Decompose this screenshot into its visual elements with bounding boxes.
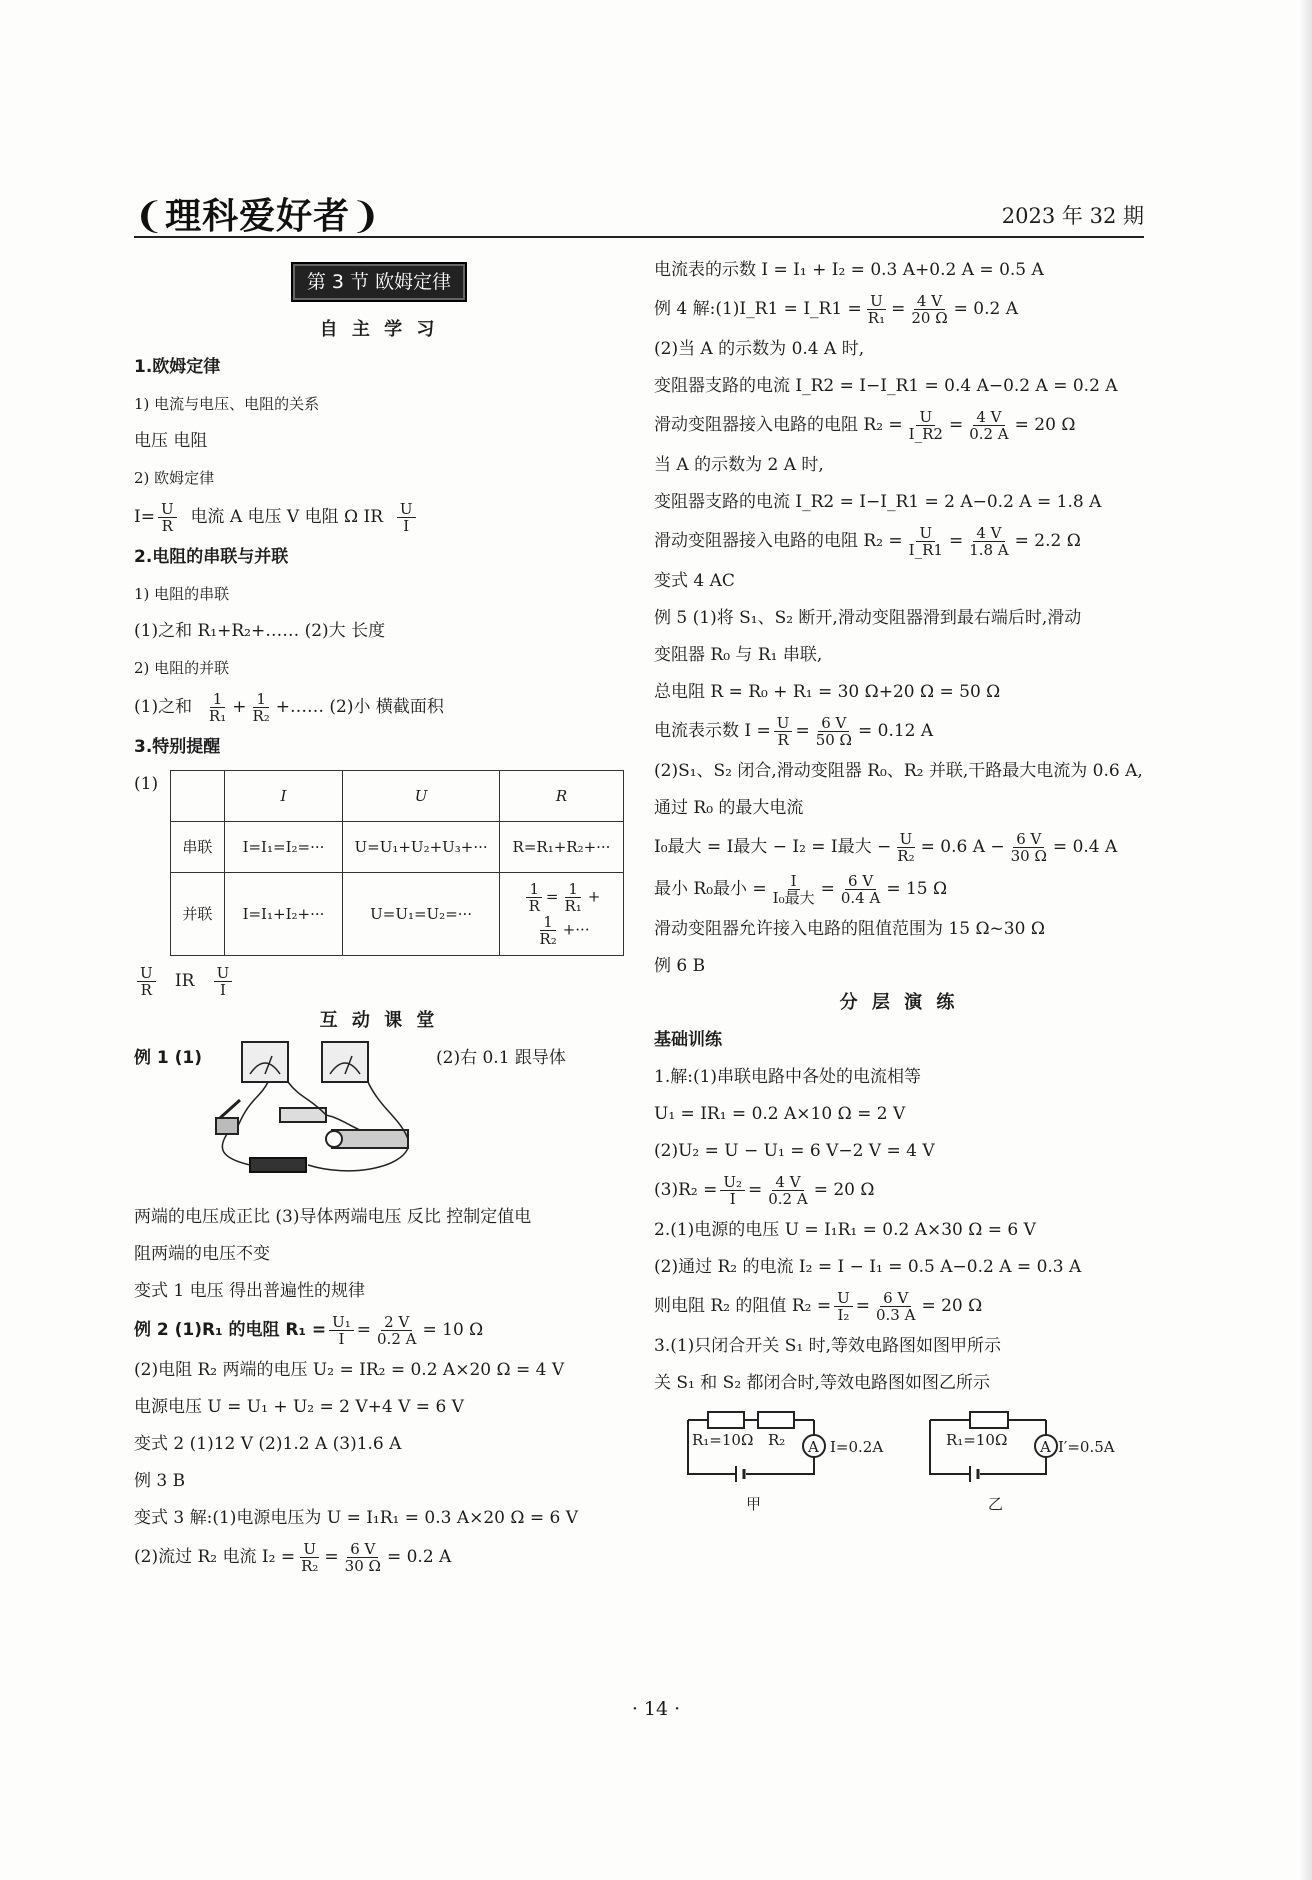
sub-heading: 2) 电阻的并联 xyxy=(134,659,230,677)
example4-line: 变阻器支路的电流 I_R2 = I−I_R1 = 0.4 A−0.2 A = 0.2 A xyxy=(654,376,1118,396)
row-label-parallel: 并联 xyxy=(171,873,225,956)
fraction: $\frac{U}{I}$ xyxy=(397,501,416,534)
section-title: 第 3 节 欧姆定律 xyxy=(291,262,467,302)
example4-line: 例 4 解:(1)I_R1 = I_R1 = $\frac{U}{\text{R₁}}$ = $\frac{4 V}{20 \Omega}$ = 0.2 A xyxy=(654,292,1019,327)
variant2-line: 变式 2 (1)12 V (2)1.2 A (3)1.6 A xyxy=(134,1434,402,1454)
variant1-line: 变式 1 电压 得出普遍性的规律 xyxy=(134,1281,366,1301)
variant4-line: 变式 4 AC xyxy=(654,571,735,591)
example4-line: 滑动变阻器接入电路的电阻 R₂ = $\frac{U}{I\_R1}$ = $\frac{4 V}{1.8 A}$ = 2.2 Ω xyxy=(654,524,1081,559)
after-table-line: $\frac{U}{R}$ IR $\frac{U}{I}$ xyxy=(134,965,624,998)
interactive-heading: 互 动 课 堂 xyxy=(319,1010,439,1031)
example5-line: I₀最大 = I最大 − I₂ = I最大 − $\frac{U}{\text{R₂}}$ = 0.6 A − $\frac{6 V}{30 \Omega}$ = 0.4 A xyxy=(654,830,1118,865)
fraction: $\frac{U}{R}$ xyxy=(158,501,177,534)
left-column xyxy=(134,250,624,1583)
example5-line: 滑动变阻器允许接入电路的阻值范围为 15 Ω~30 Ω xyxy=(654,919,1045,939)
relation-table-block xyxy=(134,770,624,956)
heading-series-parallel: 2.电阻的串联与并联 xyxy=(134,547,289,567)
header-rule xyxy=(134,236,1144,238)
basic2-line: 2.(1)电源的电压 U = I₁R₁ = 0.2 A×30 Ω = 6 V xyxy=(654,1220,1036,1240)
layered-practice-heading: 分 层 演 练 xyxy=(839,992,959,1013)
self-study-heading: 自 主 学 习 xyxy=(319,319,439,340)
answer-line: 电流表的示数 I = I₁ + I₂ = 0.3 A+0.2 A = 0.5 A xyxy=(654,260,1044,280)
variant3-line: 变式 3 解:(1)电源电压为 U = I₁R₁ = 0.3 A×20 Ω = 6 V xyxy=(134,1508,579,1528)
answer-line: 电压 电阻 xyxy=(134,431,208,451)
example3-line: 例 3 B xyxy=(134,1471,186,1491)
basic1-line: (2)U₂ = U − U₁ = 6 V−2 V = 4 V xyxy=(654,1141,935,1161)
basic3-line: 关 S₁ 和 S₂ 都闭合时,等效电路图如图乙所示 xyxy=(654,1373,990,1393)
circuit-diagrams: R₁=10Ω R₂ A I=0.2A 甲 R₁=10Ω A I′=0.5A 乙 xyxy=(654,1406,1144,1516)
example5-line: 例 5 (1)将 S₁、S₂ 断开,滑动变阻器滑到最右端后时,滑动 xyxy=(654,608,1082,628)
heading-special-notes: 3.特别提醒 xyxy=(134,737,221,757)
example4-line: 当 A 的示数为 2 A 时, xyxy=(654,455,824,475)
example1-line: 阻两端的电压不变 xyxy=(134,1244,270,1264)
example6-line: 例 6 B xyxy=(654,956,706,976)
right-column xyxy=(654,250,1144,1525)
variant3-line: (2)流过 R₂ 电流 I₂ = $\frac{U}{\text{R₂}}$ = $\frac{6 V}{30 \Omega}$ = 0.2 A xyxy=(134,1540,452,1575)
relation-table: I U R 串联 I=I₁=I₂=··· U=U₁+U₂+U₃+··· R=R₁+R₂+··· 并联 I=I₁+I₂+··· U=U₁=U₂=··· $\frac{1}{R}$ = $\frac{1}{\text{R₁}}$ + $\frac{1}{\text{R₂}}$ +··· xyxy=(170,770,624,956)
basic1-line: U₁ = IR₁ = 0.2 A×10 Ω = 2 V xyxy=(654,1104,906,1124)
example5-line: 变阻器 R₀ 与 R₁ 串联, xyxy=(654,645,823,665)
example2-line: 例 2 (1)R₁ 的电阻 R₁ = $\frac{\text{U₁}}{I}$ = $\frac{2 V}{0.2 A}$ = 10 Ω xyxy=(134,1313,484,1348)
example5-line: (2)S₁、S₂ 闭合,滑动变阻器 R₀、R₂ 并联,干路最大电流为 0.6 A, xyxy=(654,761,1143,781)
sub-heading: 1) 电流与电压、电阻的关系 xyxy=(134,395,320,413)
magazine-logo: ❨理科爱好者❩ xyxy=(134,196,382,237)
basic1-line: 1.解:(1)串联电路中各处的电流相等 xyxy=(654,1067,922,1087)
issue-number: 2023 年 32 期 xyxy=(1001,204,1144,228)
example5-line: 通过 R₀ 的最大电流 xyxy=(654,798,804,818)
circuit-apparatus-diagram xyxy=(210,1038,430,1188)
header xyxy=(134,186,1144,238)
answer-line: (1)之和 R₁+R₂+…… (2)大 长度 xyxy=(134,621,386,641)
example1-line: 两端的电压成正比 (3)导体两端电压 反比 控制定值电 xyxy=(134,1207,532,1227)
example4-line: (2)当 A 的示数为 0.4 A 时, xyxy=(654,339,865,359)
example5-line: 最小 R₀最小 = $\frac{I}{\text{I₀最大}}$ = $\frac{6 V}{0.4 A}$ = 15 Ω xyxy=(654,872,948,907)
example4-line: 滑动变阻器接入电路的电阻 R₂ = $\frac{U}{I\_R2}$ = $\frac{4 V}{0.2 A}$ = 20 Ω xyxy=(654,408,1076,443)
ohms-law-line: I= $\frac{U}{R}$ 电流 A 电压 V 电阻 Ω IR $\frac{U}{I}$ xyxy=(134,501,624,534)
sub-heading: 1) 电阻的串联 xyxy=(134,585,230,603)
example4-line: 变阻器支路的电流 I_R2 = I−I_R1 = 2 A−0.2 A = 1.8 A xyxy=(654,492,1102,512)
example1-block: 例 1 (1) (2)右 0.1 跟导体 xyxy=(134,1044,624,1194)
row-label-series: 串联 xyxy=(171,822,225,873)
basic-training-heading: 基础训练 xyxy=(654,1030,722,1050)
example5-line: 电流表示数 I = $\frac{U}{R}$ = $\frac{6 V}{50 \Omega}$ = 0.12 A xyxy=(654,714,934,749)
basic2-line: 则电阻 R₂ 的阻值 R₂ = $\frac{U}{\text{I₂}}$ = $\frac{6 V}{0.3 A}$ = 20 Ω xyxy=(654,1289,983,1324)
example2-line: 电源电压 U = U₁ + U₂ = 2 V+4 V = 6 V xyxy=(134,1397,464,1417)
basic1-line: (3)R₂ = $\frac{\text{U₂}}{I}$ = $\frac{4 V}{0.2 A}$ = 20 Ω xyxy=(654,1173,875,1208)
heading-ohms-law: 1.欧姆定律 xyxy=(134,357,221,377)
basic3-line: 3.(1)只闭合开关 S₁ 时,等效电路图如图甲所示 xyxy=(654,1336,1001,1356)
basic2-line: (2)通过 R₂ 的电流 I₂ = I − I₁ = 0.5 A−0.2 A = 0.3 A xyxy=(654,1257,1082,1277)
page-number: · 14 · xyxy=(631,1698,681,1720)
table-label: (1) xyxy=(134,774,159,794)
sub-heading: 2) 欧姆定律 xyxy=(134,469,215,487)
page-edge xyxy=(1298,0,1312,1880)
parallel-line: (1)之和 $\frac{1}{\text{R₁}}$ + $\frac{1}{\text{R₂}}$ +…… (2)小 横截面积 xyxy=(134,690,444,725)
example2-line: (2)电阻 R₂ 两端的电压 U₂ = IR₂ = 0.2 A×20 Ω = 4 V xyxy=(134,1360,565,1380)
example5-line: 总电阻 R = R₀ + R₁ = 30 Ω+20 Ω = 50 Ω xyxy=(654,682,1001,702)
